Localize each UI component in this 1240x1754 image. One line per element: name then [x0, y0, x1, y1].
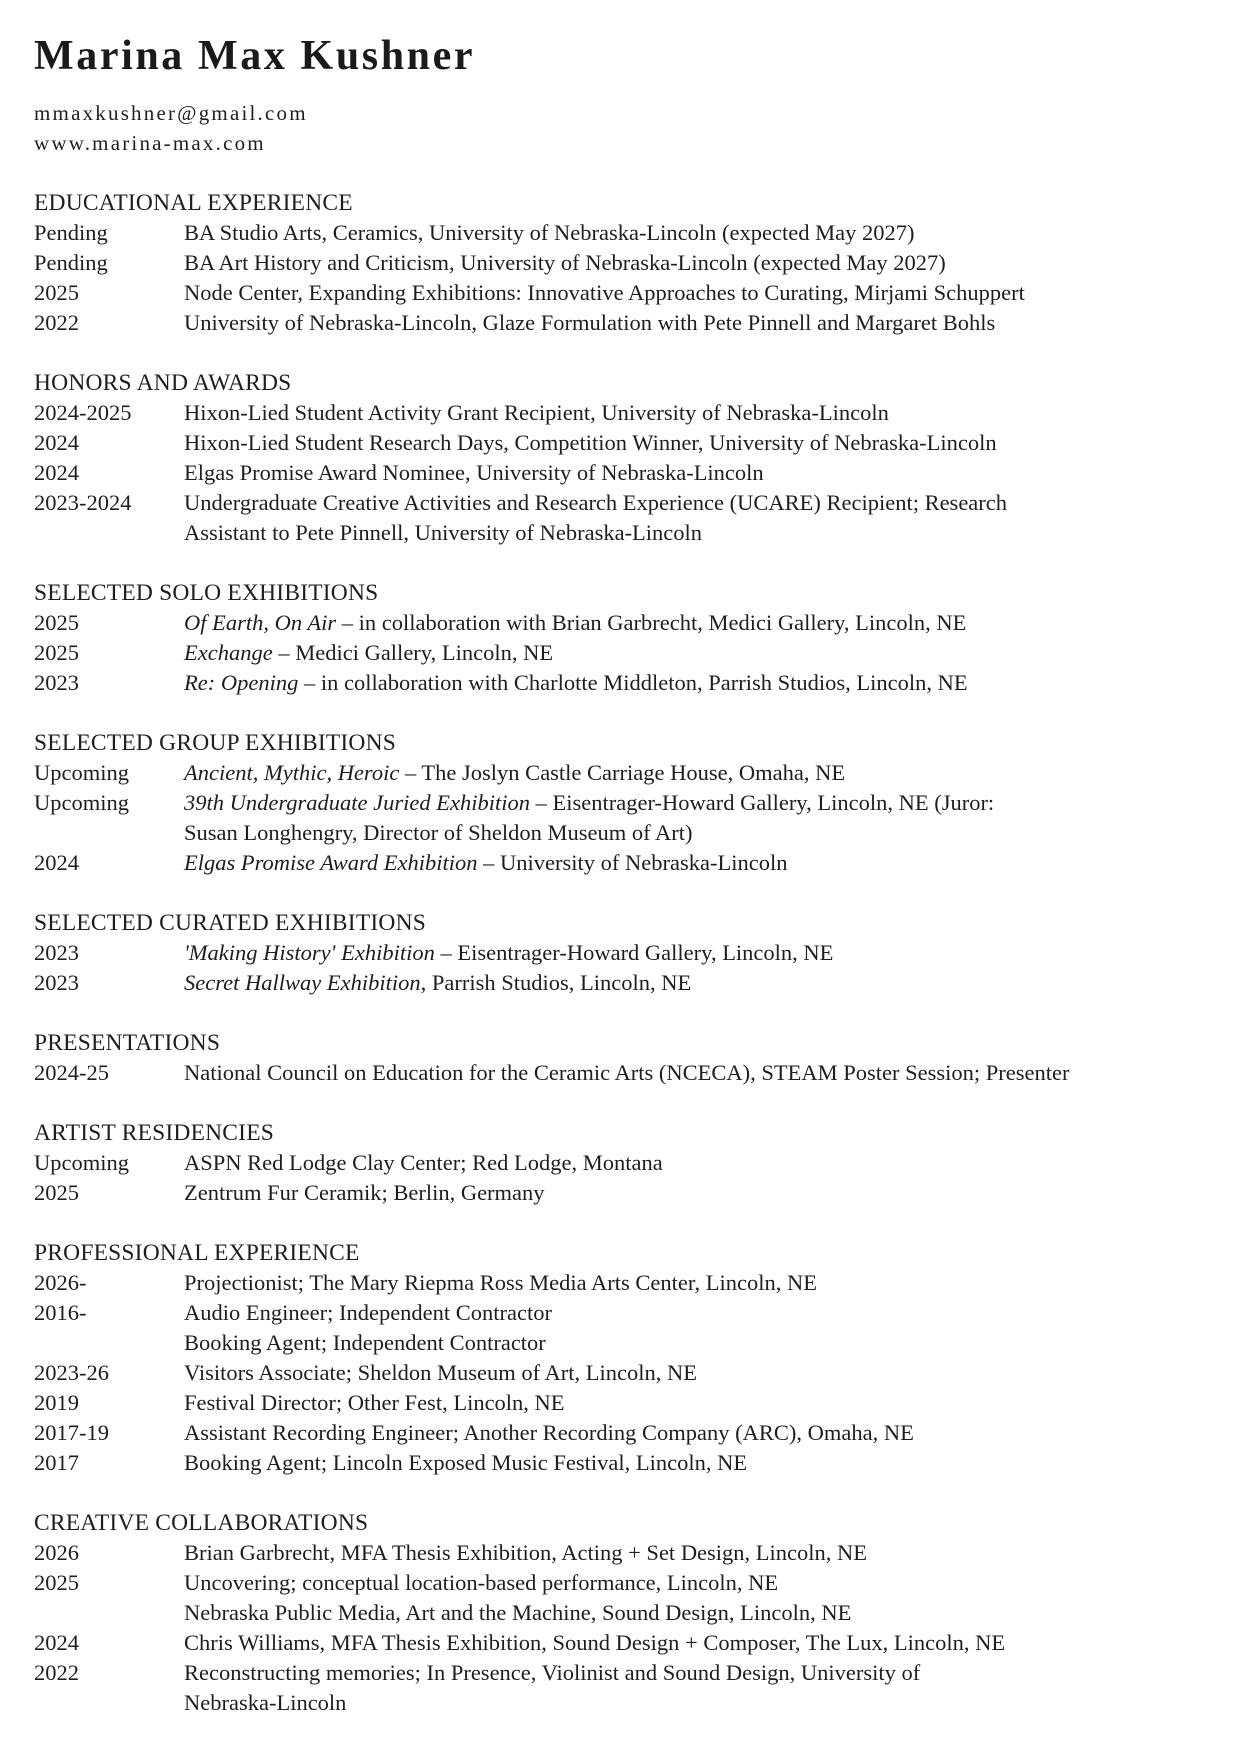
section-creative-collaborations [34, 1508, 1214, 1718]
entry-text: BA Studio Arts, Ceramics, University of Nebraska-Lincoln (expected May 2027) [184, 220, 915, 245]
entry-text: , Parrish Studios, Lincoln, NE [420, 970, 692, 995]
section-selected-solo-exhibitions [34, 578, 1214, 698]
entry-description [184, 1418, 1214, 1448]
cv-page [34, 30, 1214, 1718]
section-title: EDUCATIONAL EXPERIENCE [34, 190, 353, 216]
entry-date: 2025 [34, 280, 79, 305]
entry-date: Pending [34, 220, 108, 245]
entry-row [34, 968, 1214, 998]
entry-description [184, 1058, 1214, 1088]
entry-description [184, 1628, 1214, 1658]
entry-row [34, 938, 1214, 968]
entry-description [184, 1148, 1214, 1178]
section-title: PROFESSIONAL EXPERIENCE [34, 1240, 360, 1266]
section-professional-experience [34, 1238, 1214, 1478]
entry-description [184, 428, 1214, 458]
entry-date: 2025 [34, 610, 79, 635]
entry-text: – in collaboration with Charlotte Middleton, Parrish Studios, Lincoln, NE [298, 670, 968, 695]
entry-text: Nebraska Public Media, Art and the Machine, Sound Design, Lincoln, NE [184, 1600, 852, 1625]
entry-text: Zentrum Fur Ceramik; Berlin, Germany [184, 1180, 545, 1205]
entry-date: Upcoming [34, 760, 129, 785]
entry-row [34, 1178, 1214, 1208]
entry-row [34, 848, 1214, 878]
entry-date [34, 1328, 184, 1358]
entry-text: – in collaboration with Brian Garbrecht, Medici Gallery, Lincoln, NE [336, 610, 967, 635]
entry-text: Reconstructing memories; In Presence, Violinist and Sound Design, University of Nebraska-Lincoln [184, 1660, 921, 1715]
section-title: SELECTED GROUP EXHIBITIONS [34, 730, 397, 756]
entry-row [34, 1148, 1214, 1178]
entry-description [184, 1268, 1214, 1298]
entry-description [184, 968, 1214, 998]
entry-row [34, 1538, 1214, 1568]
entry-title-italic: Elgas Promise Award Exhibition [184, 850, 478, 875]
entry-title-italic: 'Making History' Exhibition [184, 940, 435, 965]
entry-date: Pending [34, 250, 108, 275]
entry-text: Hixon-Lied Student Research Days, Competition Winner, University of Nebraska-Lincoln [184, 430, 997, 455]
entry-text: Node Center, Expanding Exhibitions: Innovative Approaches to Curating, Mirjami Schuppert [184, 280, 1025, 305]
entry-date: 2025 [34, 1180, 79, 1205]
section-artist-residencies [34, 1118, 1214, 1208]
entry-row [34, 1298, 1214, 1328]
entry-row [34, 1658, 1214, 1718]
entry-text: BA Art History and Criticism, University of Nebraska-Lincoln (expected May 2027) [184, 250, 946, 275]
section-selected-curated-exhibitions [34, 908, 1214, 998]
entry-text: Assistant Recording Engineer; Another Recording Company (ARC), Omaha, NE [184, 1420, 914, 1445]
entry-date: 2016- [34, 1300, 87, 1325]
cv-sections [34, 188, 1214, 1718]
entry-text: Hixon-Lied Student Activity Grant Recipient, University of Nebraska-Lincoln [184, 400, 889, 425]
entry-row [34, 398, 1214, 428]
entry-row [34, 428, 1214, 458]
entry-row [34, 638, 1214, 668]
entry-row [34, 1388, 1214, 1418]
entry-row [34, 218, 1214, 248]
entry-description [184, 638, 1214, 668]
entry-date [34, 1598, 184, 1628]
entry-row [34, 1058, 1214, 1088]
entry-description [184, 1388, 1214, 1418]
entry-description [184, 668, 1214, 698]
entry-text: Chris Williams, MFA Thesis Exhibition, Sound Design + Composer, The Lux, Lincoln, NE [184, 1630, 1006, 1655]
entry-description [184, 1448, 1214, 1478]
entry-text: University of Nebraska-Lincoln, Glaze Formulation with Pete Pinnell and Margaret Bohls [184, 310, 996, 335]
entry-text: Booking Agent; Independent Contractor [184, 1330, 546, 1355]
entry-text: – The Joslyn Castle Carriage House, Omaha, NE [399, 760, 846, 785]
entry-description [184, 218, 1214, 248]
entry-description [184, 458, 1214, 488]
entry-description [184, 1568, 1214, 1598]
entry-description [184, 1538, 1214, 1568]
entry-text: – Eisentrager-Howard Gallery, Lincoln, NE [434, 940, 834, 965]
entry-row [34, 1628, 1214, 1658]
entry-row [34, 608, 1214, 638]
entry-description [184, 1358, 1214, 1388]
entry-row [34, 668, 1214, 698]
entry-title-italic: 39th Undergraduate Juried Exhibition [184, 790, 530, 815]
entry-date: 2023-2024 [34, 490, 132, 515]
entry-title-italic: Re: Opening [184, 670, 299, 695]
entry-date: 2026 [34, 1540, 79, 1565]
entry-text: National Council on Education for the Ceramic Arts (NCECA), STEAM Poster Session; Presenter [184, 1060, 1070, 1085]
entry-description [184, 1298, 1214, 1328]
entry-date: 2024 [34, 430, 79, 455]
entry-date: 2024-25 [34, 1060, 109, 1085]
entry-date: 2024 [34, 1630, 79, 1655]
email-text: mmaxkushner@gmail.com [34, 101, 308, 125]
entry-description [184, 308, 1214, 338]
entry-text: – Medici Gallery, Lincoln, NE [272, 640, 554, 665]
entry-description [184, 1178, 1214, 1208]
entry-row [34, 1328, 1214, 1358]
section-title: CREATIVE COLLABORATIONS [34, 1510, 369, 1536]
entry-row [34, 1568, 1214, 1598]
section-title: HONORS AND AWARDS [34, 370, 292, 396]
entry-date: 2026- [34, 1270, 87, 1295]
entry-description [184, 788, 1214, 848]
section-selected-group-exhibitions [34, 728, 1214, 878]
contact-block [34, 98, 1214, 158]
entry-row [34, 458, 1214, 488]
entry-description [184, 398, 1214, 428]
entry-description [184, 1328, 1214, 1358]
entry-title-italic: Exchange [184, 640, 273, 665]
entry-description [184, 938, 1214, 968]
entry-date: 2023 [34, 670, 79, 695]
entry-date: Upcoming [34, 1150, 129, 1175]
person-name: Marina Max Kushner [34, 33, 476, 79]
entry-description [184, 848, 1214, 878]
section-educational-experience [34, 188, 1214, 338]
entry-text: – Eisentrager-Howard Gallery, Lincoln, NE (Juror: Susan Longhengry, Director of Sheldon Museum of Art) [184, 790, 995, 845]
entry-description [184, 758, 1214, 788]
entry-date: 2023-26 [34, 1360, 109, 1385]
entry-date: 2024 [34, 460, 79, 485]
entry-date: 2023 [34, 970, 79, 995]
entry-text: Visitors Associate; Sheldon Museum of Art, Lincoln, NE [184, 1360, 697, 1385]
entry-date: 2017-19 [34, 1420, 109, 1445]
website-text: www.marina-max.com [34, 131, 266, 155]
entry-date: Upcoming [34, 790, 129, 815]
section-honors-and-awards [34, 368, 1214, 548]
entry-row [34, 758, 1214, 788]
entry-text: Brian Garbrecht, MFA Thesis Exhibition, Acting + Set Design, Lincoln, NE [184, 1540, 868, 1565]
entry-title-italic: Secret Hallway Exhibition [184, 970, 421, 995]
entry-title-italic: Of Earth, On Air [184, 610, 337, 635]
entry-text: – University of Nebraska-Lincoln [477, 850, 788, 875]
entry-text: Booking Agent; Lincoln Exposed Music Festival, Lincoln, NE [184, 1450, 748, 1475]
entry-date: 2019 [34, 1390, 79, 1415]
entry-row [34, 1448, 1214, 1478]
entry-text: Audio Engineer; Independent Contractor [184, 1300, 553, 1325]
entry-description [184, 488, 1214, 548]
entry-row [34, 488, 1214, 548]
entry-row [34, 788, 1214, 848]
entry-text: Elgas Promise Award Nominee, University of Nebraska-Lincoln [184, 460, 764, 485]
entry-date: 2025 [34, 640, 79, 665]
entry-row [34, 278, 1214, 308]
entry-date: 2024 [34, 850, 79, 875]
entry-text: Undergraduate Creative Activities and Research Experience (UCARE) Recipient; Research Assistant to Pete Pinnell, University of Nebraska-Lincoln [184, 490, 1008, 545]
entry-row [34, 1358, 1214, 1388]
entry-description [184, 1598, 1214, 1628]
section-presentations [34, 1028, 1214, 1088]
entry-date: 2025 [34, 1570, 79, 1595]
entry-date: 2024-2025 [34, 400, 132, 425]
entry-text: Uncovering; conceptual location-based performance, Lincoln, NE [184, 1570, 779, 1595]
section-title: SELECTED CURATED EXHIBITIONS [34, 910, 427, 936]
section-title: ARTIST RESIDENCIES [34, 1120, 275, 1146]
entry-date: 2023 [34, 940, 79, 965]
entry-row [34, 1598, 1214, 1628]
entry-description [184, 248, 1214, 278]
entry-date: 2022 [34, 310, 79, 335]
entry-date: 2022 [34, 1660, 79, 1685]
entry-row [34, 248, 1214, 278]
entry-description [184, 278, 1214, 308]
entry-text: Projectionist; The Mary Riepma Ross Media Arts Center, Lincoln, NE [184, 1270, 817, 1295]
entry-date: 2017 [34, 1450, 79, 1475]
entry-text: ASPN Red Lodge Clay Center; Red Lodge, Montana [184, 1150, 663, 1175]
entry-row [34, 1268, 1214, 1298]
section-title: SELECTED SOLO EXHIBITIONS [34, 580, 379, 606]
entry-title-italic: Ancient, Mythic, Heroic [184, 760, 400, 785]
entry-description [184, 1658, 1214, 1718]
entry-text: Festival Director; Other Fest, Lincoln, NE [184, 1390, 565, 1415]
entry-row [34, 1418, 1214, 1448]
entry-row [34, 308, 1214, 338]
entry-description [184, 608, 1214, 638]
section-title: PRESENTATIONS [34, 1030, 221, 1056]
